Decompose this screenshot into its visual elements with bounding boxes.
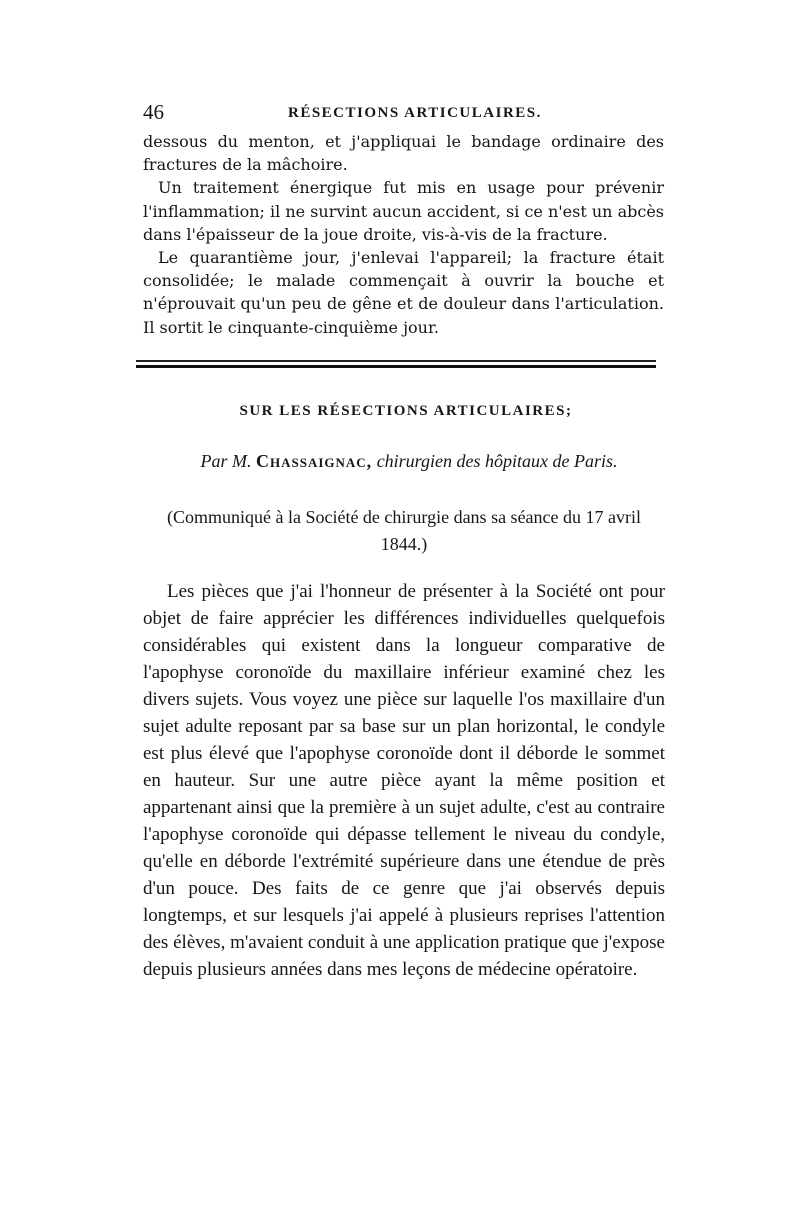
treatment-paragraph: Un traitement énergique fut mis en usage pour prévenir l'inflammation; il ne survint aucun accident, si ce n'est un abcès dans l'épaisseur de la joue droite, vis-à-vis de la fracture. (143, 178, 664, 244)
communication-note: (Communiqué à la Société de chirurgie dans sa séance du 17 avril 1844.) (166, 507, 642, 554)
divider-thin-line (136, 360, 656, 362)
body-paragraph: Les pièces que j'ai l'honneur de présenter à la Société ont pour objet de faire apprécier les différences individuelles quelquefois considérables qui existent dans la longueur comparative de l'apophyse coronoïde du maxillaire inférieur examiné chez les divers sujets. Vous voyez une pièce sur laquelle l'os maxillaire d'un sujet adulte reposant par sa base sur un plan horizontal, le condyle est plus élevé que l'apophyse coronoïde dont il déborde le sommet en hauteur. Sur une autre pièce ayant la même position et appartenant ainsi que la première à un sujet adulte, c'est au contraire l'apophyse coronoïde qui dépasse tellement le niveau du condyle, qu'elle en déborde l'extrémité supérieure dans une étendue de près d'un pouce. Des faits de ce genre que j'ai observés depuis longtemps, et sur lesquels j'ai appelé à plusieurs reprises l'attention des élèves, m'avaient conduit à une application pratique que j'expose depuis plusieurs années dans mes leçons de médecine opératoire. (143, 581, 665, 980)
article-title: SUR LES RÉSECTIONS ARTICULAIRES; (239, 403, 573, 419)
running-header (143, 100, 663, 124)
author-byline (174, 451, 644, 472)
outcome-paragraph: Le quarantième jour, j'enlevai l'appareil; la fracture était consolidée; le malade commençait à ouvrir la bouche et n'éprouvait qu'un peu de gêne et de douleur dans l'articulation. Il sortit le cinquante-cinquième jour. (143, 248, 664, 337)
section-divider (136, 360, 656, 370)
running-title: RÉSECTIONS ARTICULAIRES. (288, 105, 542, 121)
article-body (143, 578, 665, 983)
continued-paragraph: dessous du menton, et j'appliquai le bandage ordinaire des fractures de la mâchoire. (143, 132, 664, 175)
previous-article-end (143, 130, 664, 339)
author-affiliation: chirurgien des hôpitaux de Paris. (376, 451, 618, 471)
divider-thick-line (136, 365, 656, 368)
byline-prefix: Par M. (200, 451, 252, 471)
author-name: Chassaignac, (256, 451, 373, 471)
page-number: 46 (143, 100, 164, 124)
